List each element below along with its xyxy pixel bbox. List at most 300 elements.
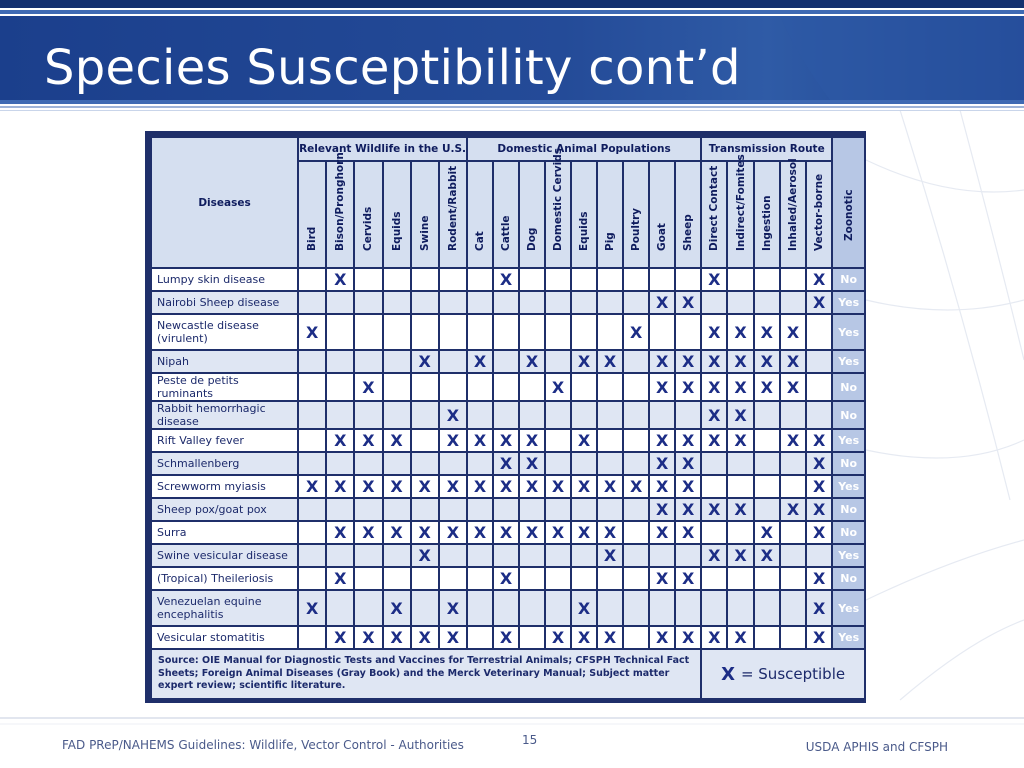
zoonotic-value: No xyxy=(833,402,864,428)
susceptibility-cell xyxy=(598,374,622,400)
susceptibility-cell: X xyxy=(384,627,410,648)
susceptibility-cell xyxy=(327,499,353,520)
susceptibility-cell: X xyxy=(327,522,353,543)
susceptibility-cell xyxy=(650,545,674,566)
susceptibility-cell: X xyxy=(807,568,831,589)
susceptibility-cell: X xyxy=(807,591,831,625)
column-header xyxy=(355,162,381,267)
susceptibility-cell: X xyxy=(755,522,779,543)
susceptibility-cell xyxy=(624,453,648,474)
zoonotic-value: No xyxy=(833,453,864,474)
susceptibility-cell xyxy=(384,545,410,566)
susceptibility-cell xyxy=(755,453,779,474)
susceptibility-cell xyxy=(781,627,805,648)
susceptibility-cell: X xyxy=(650,374,674,400)
footer-course-title: FAD PReP/NAHEMS Guidelines: Wildlife, Vector Control - Authorities xyxy=(62,738,464,752)
susceptibility-cell: X xyxy=(299,315,325,349)
susceptibility-cell xyxy=(755,627,779,648)
zoonotic-value: No xyxy=(833,568,864,589)
susceptibility-cell: X xyxy=(546,522,570,543)
susceptibility-cell xyxy=(546,269,570,290)
zoonotic-value: Yes xyxy=(833,627,864,648)
species-susceptibility-table xyxy=(145,131,866,703)
susceptibility-cell: X xyxy=(468,351,492,372)
susceptibility-cell xyxy=(650,315,674,349)
table-row xyxy=(152,315,864,349)
susceptibility-cell xyxy=(384,374,410,400)
susceptibility-cell: X xyxy=(412,627,438,648)
column-header xyxy=(807,162,831,267)
susceptibility-cell xyxy=(728,453,752,474)
column-header xyxy=(572,162,596,267)
disease-name: Rift Valley fever xyxy=(152,430,297,451)
susceptibility-cell xyxy=(546,568,570,589)
susceptibility-cell xyxy=(728,591,752,625)
susceptibility-cell xyxy=(299,453,325,474)
column-header-label: Cattle xyxy=(500,215,513,251)
susceptibility-cell xyxy=(384,402,410,428)
legend-label: = Susceptible xyxy=(740,665,846,683)
susceptibility-cell xyxy=(572,269,596,290)
susceptibility-cell: X xyxy=(494,627,518,648)
susceptibility-cell xyxy=(468,545,492,566)
column-header xyxy=(728,154,752,267)
susceptibility-cell xyxy=(520,315,544,349)
susceptibility-cell xyxy=(384,499,410,520)
susceptibility-cell: X xyxy=(807,499,831,520)
column-header-label: Domestic Cervids xyxy=(552,148,565,251)
disease-name: Rabbit hemorrhagic disease xyxy=(152,402,297,428)
susceptibility-cell: X xyxy=(676,627,700,648)
susceptibility-cell xyxy=(412,315,438,349)
legend-cell xyxy=(702,650,864,698)
zoonotic-value: Yes xyxy=(833,292,864,313)
susceptibility-cell xyxy=(598,269,622,290)
susceptibility-cell xyxy=(755,269,779,290)
susceptibility-cell: X xyxy=(728,402,752,428)
disease-name: Schmallenberg xyxy=(152,453,297,474)
susceptibility-cell: X xyxy=(327,269,353,290)
susceptibility-cell xyxy=(299,351,325,372)
column-header xyxy=(598,162,622,267)
column-header-label: Cat xyxy=(474,231,487,251)
susceptibility-cell xyxy=(412,568,438,589)
susceptibility-cell: X xyxy=(650,522,674,543)
susceptibility-cell xyxy=(412,402,438,428)
susceptibility-cell xyxy=(624,522,648,543)
susceptibility-cell: X xyxy=(494,476,518,497)
susceptibility-cell: X xyxy=(520,476,544,497)
susceptibility-cell: X xyxy=(598,627,622,648)
table-row xyxy=(152,568,864,589)
susceptibility-cell: X xyxy=(520,453,544,474)
column-header xyxy=(494,162,518,267)
susceptibility-cell xyxy=(572,499,596,520)
susceptibility-cell: X xyxy=(355,627,381,648)
susceptibility-cell: X xyxy=(624,315,648,349)
susceptibility-cell xyxy=(702,476,726,497)
susceptibility-cell: X xyxy=(355,430,381,451)
susceptibility-cell: X xyxy=(412,545,438,566)
susceptibility-cell: X xyxy=(494,269,518,290)
susceptibility-cell: X xyxy=(807,627,831,648)
susceptibility-cell xyxy=(598,315,622,349)
susceptibility-cell xyxy=(781,453,805,474)
susceptibility-cell: X xyxy=(384,476,410,497)
zoonotic-value: Yes xyxy=(833,476,864,497)
susceptibility-cell xyxy=(327,351,353,372)
susceptibility-cell xyxy=(807,315,831,349)
susceptibility-cell: X xyxy=(327,476,353,497)
susceptibility-cell xyxy=(546,430,570,451)
susceptibility-cell xyxy=(781,269,805,290)
susceptibility-cell: X xyxy=(598,545,622,566)
disease-name: Vesicular stomatitis xyxy=(152,627,297,648)
susceptibility-cell: X xyxy=(572,351,596,372)
susceptibility-cell: X xyxy=(728,374,752,400)
susceptibility-cell: X xyxy=(598,476,622,497)
susceptibility-cell xyxy=(494,315,518,349)
column-header-label: Inhaled/Aerosol xyxy=(786,158,799,251)
susceptibility-cell xyxy=(546,292,570,313)
susceptibility-cell xyxy=(572,545,596,566)
susceptibility-cell xyxy=(494,292,518,313)
susceptibility-cell xyxy=(807,402,831,428)
column-group-header: Domestic Animal Populations xyxy=(468,138,700,160)
susceptibility-cell: X xyxy=(781,430,805,451)
susceptibility-cell xyxy=(755,591,779,625)
susceptibility-cell xyxy=(520,269,544,290)
susceptibility-cell: X xyxy=(494,430,518,451)
zoonotic-value: Yes xyxy=(833,545,864,566)
susceptibility-cell: X xyxy=(676,568,700,589)
slide-title: Species Susceptibility cont’d xyxy=(44,40,741,96)
susceptibility-cell xyxy=(598,591,622,625)
susceptibility-cell xyxy=(624,269,648,290)
source-note: Source: OIE Manual for Diagnostic Tests and Vaccines for Terrestrial Animals; CFSPH Technical Fact Sheets; Foreign Animal Diseases (Gray Book) and the Merck Veterinary Manual; Subject matter expert review; scientific literature. xyxy=(158,655,690,692)
susceptibility-cell xyxy=(494,351,518,372)
susceptibility-cell: X xyxy=(676,430,700,451)
column-header-label: Cervids xyxy=(362,206,375,251)
susceptibility-cell xyxy=(598,453,622,474)
susceptibility-cell: X xyxy=(702,499,726,520)
disease-name: Nairobi Sheep disease xyxy=(152,292,297,313)
column-header xyxy=(781,158,805,267)
susceptibility-cell: X xyxy=(702,545,726,566)
susceptibility-cell xyxy=(468,453,492,474)
susceptibility-cell: X xyxy=(650,568,674,589)
susceptibility-cell xyxy=(440,545,466,566)
susceptibility-cell: X xyxy=(676,453,700,474)
susceptibility-cell xyxy=(494,591,518,625)
susceptibility-cell: X xyxy=(755,545,779,566)
susceptibility-cell xyxy=(468,627,492,648)
susceptibility-cell xyxy=(572,292,596,313)
susceptibility-cell: X xyxy=(572,476,596,497)
susceptibility-cell xyxy=(299,374,325,400)
susceptibility-cell xyxy=(299,269,325,290)
susceptibility-cell: X xyxy=(355,476,381,497)
susceptibility-cell xyxy=(546,591,570,625)
table-row xyxy=(152,374,864,400)
susceptibility-cell xyxy=(327,591,353,625)
susceptibility-cell: X xyxy=(807,430,831,451)
susceptibility-cell xyxy=(807,351,831,372)
susceptibility-cell xyxy=(384,315,410,349)
susceptibility-cell: X xyxy=(807,269,831,290)
susceptibility-cell: X xyxy=(598,351,622,372)
susceptibility-cell xyxy=(299,568,325,589)
susceptibility-cell xyxy=(755,292,779,313)
susceptibility-cell: X xyxy=(440,591,466,625)
susceptibility-cell xyxy=(440,292,466,313)
susceptibility-cell: X xyxy=(807,292,831,313)
susceptibility-cell xyxy=(807,374,831,400)
susceptibility-cell xyxy=(572,453,596,474)
susceptibility-cell: X xyxy=(520,522,544,543)
susceptibility-cell xyxy=(702,591,726,625)
susceptibility-cell: X xyxy=(781,351,805,372)
susceptibility-cell: X xyxy=(299,476,325,497)
susceptibility-cell: X xyxy=(520,430,544,451)
susceptibility-cell xyxy=(520,374,544,400)
susceptibility-cell: X xyxy=(650,476,674,497)
susceptibility-cell: X xyxy=(807,476,831,497)
table-row xyxy=(152,292,864,313)
susceptibility-cell xyxy=(355,499,381,520)
susceptibility-cell xyxy=(412,374,438,400)
susceptibility-cell xyxy=(781,568,805,589)
disease-name: Surra xyxy=(152,522,297,543)
susceptibility-cell xyxy=(412,499,438,520)
susceptibility-cell xyxy=(299,292,325,313)
susceptibility-cell xyxy=(546,351,570,372)
column-header-label: Pig xyxy=(604,232,617,251)
susceptibility-cell xyxy=(546,315,570,349)
susceptibility-cell xyxy=(299,522,325,543)
susceptibility-cell: X xyxy=(327,430,353,451)
susceptibility-cell: X xyxy=(468,430,492,451)
susceptibility-cell: X xyxy=(676,374,700,400)
table-row xyxy=(152,545,864,566)
susceptibility-cell xyxy=(440,374,466,400)
susceptibility-cell: X xyxy=(572,627,596,648)
table-row xyxy=(152,402,864,428)
susceptibility-cell xyxy=(781,292,805,313)
susceptibility-cell xyxy=(412,430,438,451)
susceptibility-cell xyxy=(728,522,752,543)
susceptibility-cell xyxy=(676,402,700,428)
susceptibility-cell: X xyxy=(702,627,726,648)
susceptibility-cell xyxy=(624,292,648,313)
susceptibility-cell xyxy=(702,568,726,589)
susceptibility-cell xyxy=(781,402,805,428)
susceptibility-cell: X xyxy=(702,269,726,290)
susceptibility-cell xyxy=(702,453,726,474)
susceptibility-cell: X xyxy=(572,430,596,451)
susceptibility-cell: X xyxy=(702,374,726,400)
susceptibility-cell: X xyxy=(384,591,410,625)
susceptibility-cell xyxy=(440,315,466,349)
susceptibility-cell: X xyxy=(440,522,466,543)
susceptibility-cell xyxy=(702,292,726,313)
susceptibility-cell xyxy=(384,453,410,474)
susceptibility-cell: X xyxy=(728,627,752,648)
susceptibility-cell xyxy=(650,269,674,290)
susceptibility-cell: X xyxy=(728,545,752,566)
susceptibility-cell xyxy=(468,402,492,428)
susceptibility-cell: X xyxy=(650,627,674,648)
table-row xyxy=(152,522,864,543)
susceptibility-cell xyxy=(624,545,648,566)
column-header-label: Bison/Pronghorn xyxy=(334,152,347,251)
susceptibility-cell xyxy=(807,545,831,566)
susceptibility-cell xyxy=(299,499,325,520)
susceptibility-cell: X xyxy=(702,402,726,428)
susceptibility-cell xyxy=(299,402,325,428)
disease-name: Peste de petits ruminants xyxy=(152,374,297,400)
susceptibility-cell xyxy=(520,627,544,648)
susceptibility-cell xyxy=(355,545,381,566)
susceptibility-cell xyxy=(440,568,466,589)
column-header-label: Indirect/Fomites xyxy=(734,154,747,251)
susceptibility-cell xyxy=(468,568,492,589)
susceptibility-cell xyxy=(624,351,648,372)
susceptibility-cell xyxy=(327,315,353,349)
susceptibility-cell xyxy=(468,269,492,290)
zoonotic-value: No xyxy=(833,269,864,290)
susceptibility-cell: X xyxy=(494,522,518,543)
susceptibility-cell: X xyxy=(440,476,466,497)
susceptibility-cell: X xyxy=(494,568,518,589)
susceptibility-cell xyxy=(412,453,438,474)
susceptibility-cell xyxy=(676,315,700,349)
susceptibility-cell xyxy=(755,568,779,589)
susceptibility-cell: X xyxy=(650,351,674,372)
column-header xyxy=(702,162,726,267)
column-header xyxy=(327,152,353,267)
susceptibility-cell xyxy=(676,269,700,290)
susceptibility-cell: X xyxy=(676,499,700,520)
susceptibility-cell xyxy=(520,545,544,566)
susceptibility-cell: X xyxy=(520,351,544,372)
zoonotic-value: Yes xyxy=(833,430,864,451)
susceptibility-cell xyxy=(624,430,648,451)
column-header-label: Equids xyxy=(390,211,403,251)
susceptibility-cell xyxy=(440,453,466,474)
susceptibility-cell xyxy=(468,374,492,400)
page-number: 15 xyxy=(522,733,538,747)
susceptibility-cell: X xyxy=(755,374,779,400)
susceptibility-cell xyxy=(327,292,353,313)
column-header xyxy=(650,162,674,267)
zoonotic-value: No xyxy=(833,499,864,520)
susceptibility-cell: X xyxy=(494,453,518,474)
zoonotic-value: No xyxy=(833,522,864,543)
column-header xyxy=(624,162,648,267)
susceptibility-cell xyxy=(327,545,353,566)
susceptibility-cell xyxy=(327,453,353,474)
susceptibility-cell: X xyxy=(676,476,700,497)
susceptibility-cell: X xyxy=(546,627,570,648)
susceptibility-cell: X xyxy=(412,476,438,497)
susceptibility-cell xyxy=(468,591,492,625)
susceptibility-cell xyxy=(355,453,381,474)
susceptibility-cell: X xyxy=(755,351,779,372)
disease-name: Swine vesicular disease xyxy=(152,545,297,566)
susceptibility-cell xyxy=(355,315,381,349)
susceptibility-cell xyxy=(384,351,410,372)
table-row xyxy=(152,499,864,520)
column-header xyxy=(546,148,570,267)
susceptibility-cell xyxy=(546,545,570,566)
table-row xyxy=(152,430,864,451)
susceptibility-cell: X xyxy=(807,453,831,474)
susceptibility-cell xyxy=(520,292,544,313)
susceptibility-cell: X xyxy=(355,374,381,400)
susceptibility-cell xyxy=(384,269,410,290)
zoonotic-column-header xyxy=(833,138,864,267)
legend-symbol: X xyxy=(721,663,735,685)
susceptibility-cell xyxy=(494,499,518,520)
column-header-label: Swine xyxy=(418,215,431,251)
susceptibility-cell xyxy=(624,374,648,400)
column-header-label: Equids xyxy=(578,211,591,251)
zoonotic-value: Yes xyxy=(833,315,864,349)
susceptibility-cell xyxy=(781,545,805,566)
susceptibility-cell xyxy=(781,591,805,625)
susceptibility-cell xyxy=(650,591,674,625)
table-row xyxy=(152,476,864,497)
susceptibility-cell xyxy=(572,402,596,428)
susceptibility-cell xyxy=(355,402,381,428)
susceptibility-cell: X xyxy=(299,591,325,625)
susceptibility-cell xyxy=(546,453,570,474)
disease-name: Screwworm myiasis xyxy=(152,476,297,497)
susceptibility-cell: X xyxy=(327,627,353,648)
susceptibility-cell xyxy=(327,402,353,428)
susceptibility-cell xyxy=(468,292,492,313)
susceptibility-cell: X xyxy=(546,476,570,497)
susceptibility-cell xyxy=(755,499,779,520)
susceptibility-cell xyxy=(702,522,726,543)
susceptibility-cell xyxy=(781,522,805,543)
susceptibility-cell: X xyxy=(546,374,570,400)
column-header-label: Sheep xyxy=(682,214,695,251)
susceptibility-cell: X xyxy=(676,292,700,313)
susceptibility-cell xyxy=(624,591,648,625)
column-header-label: Goat xyxy=(656,223,669,251)
susceptibility-cell: X xyxy=(807,522,831,543)
susceptibility-cell xyxy=(299,627,325,648)
susceptibility-cell xyxy=(676,545,700,566)
footer-organization: USDA APHIS and CFSPH xyxy=(805,740,948,754)
susceptibility-cell xyxy=(755,476,779,497)
susceptibility-cell xyxy=(494,374,518,400)
susceptibility-cell xyxy=(384,292,410,313)
susceptibility-cell xyxy=(468,499,492,520)
disease-name: Sheep pox/goat pox xyxy=(152,499,297,520)
column-header-label: Poultry xyxy=(630,207,643,251)
susceptibility-cell xyxy=(572,315,596,349)
susceptibility-cell: X xyxy=(440,430,466,451)
table-row xyxy=(152,269,864,290)
diseases-column-header: Diseases xyxy=(152,138,297,267)
susceptibility-cell xyxy=(494,402,518,428)
susceptibility-cell xyxy=(520,591,544,625)
susceptibility-cell xyxy=(650,402,674,428)
susceptibility-cell xyxy=(299,545,325,566)
